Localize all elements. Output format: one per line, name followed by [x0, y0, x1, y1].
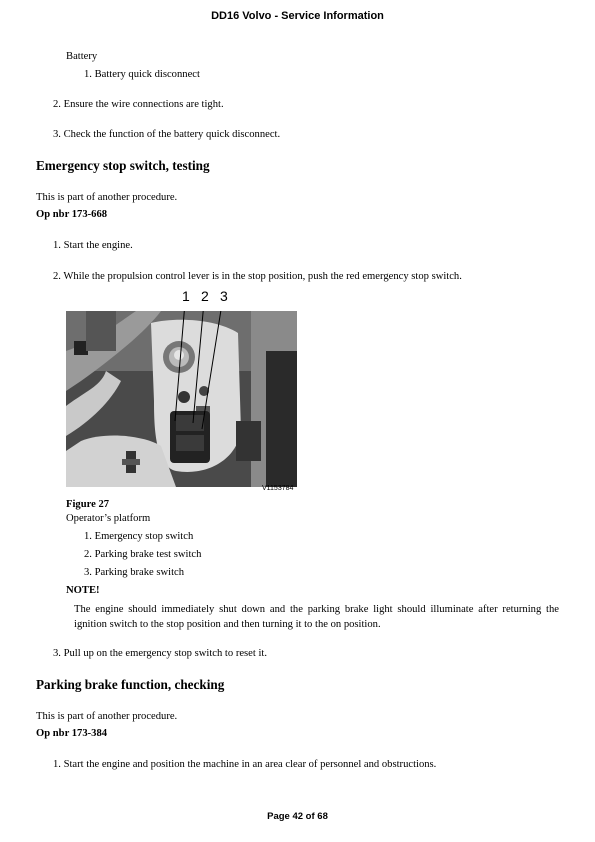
intro-step-2: 2. Ensure the wire connections are tight.	[53, 99, 224, 110]
section1-op-nbr: Op nbr 173-668	[36, 209, 108, 220]
callout-3: 3	[220, 288, 228, 304]
note-label: NOTE!	[66, 585, 100, 596]
section-title-emergency-stop: Emergency stop switch, testing	[36, 158, 210, 173]
image-code: V1153784	[262, 485, 294, 492]
figure-number: Figure 27	[66, 499, 110, 510]
section1-step-2: 2. While the propulsion control lever is in the stop position, push the red emergency stop switch.	[53, 271, 462, 282]
figure-caption: Operator’s platform	[66, 513, 151, 524]
page-header: DD16 Volvo - Service Information	[211, 10, 384, 22]
battery-label: Battery	[66, 51, 98, 62]
callout-1: 1	[182, 288, 190, 304]
section2-step-1: 1. Start the engine and position the machine in an area clear of personnel and obstructions.	[53, 759, 437, 770]
operator-platform-photo	[66, 311, 297, 487]
figure-item-2: 2. Parking brake test switch	[84, 549, 202, 560]
figure-item-1: 1. Emergency stop switch	[84, 531, 194, 542]
battery-item: 1. Battery quick disconnect	[84, 69, 200, 80]
section1-step-1: 1. Start the engine.	[53, 240, 133, 251]
section2-part-of: This is part of another procedure.	[36, 711, 178, 722]
intro-step-3: 3. Check the function of the battery quick disconnect.	[53, 129, 281, 140]
figure-item-3: 3. Parking brake switch	[84, 567, 185, 578]
page-footer: Page 42 of 68	[267, 811, 328, 822]
section-title-parking-brake: Parking brake function, checking	[36, 677, 225, 692]
section1-step-3: 3. Pull up on the emergency stop switch to reset it.	[53, 648, 268, 659]
section2-op-nbr: Op nbr 173-384	[36, 728, 108, 739]
callout-2: 2	[201, 288, 209, 304]
section1-part-of: This is part of another procedure.	[36, 192, 178, 203]
note-text: The engine should immediately shut down and the parking brake light should illuminate after returning the ignition switch to the stop position and then turning it to the on position.	[74, 604, 559, 630]
